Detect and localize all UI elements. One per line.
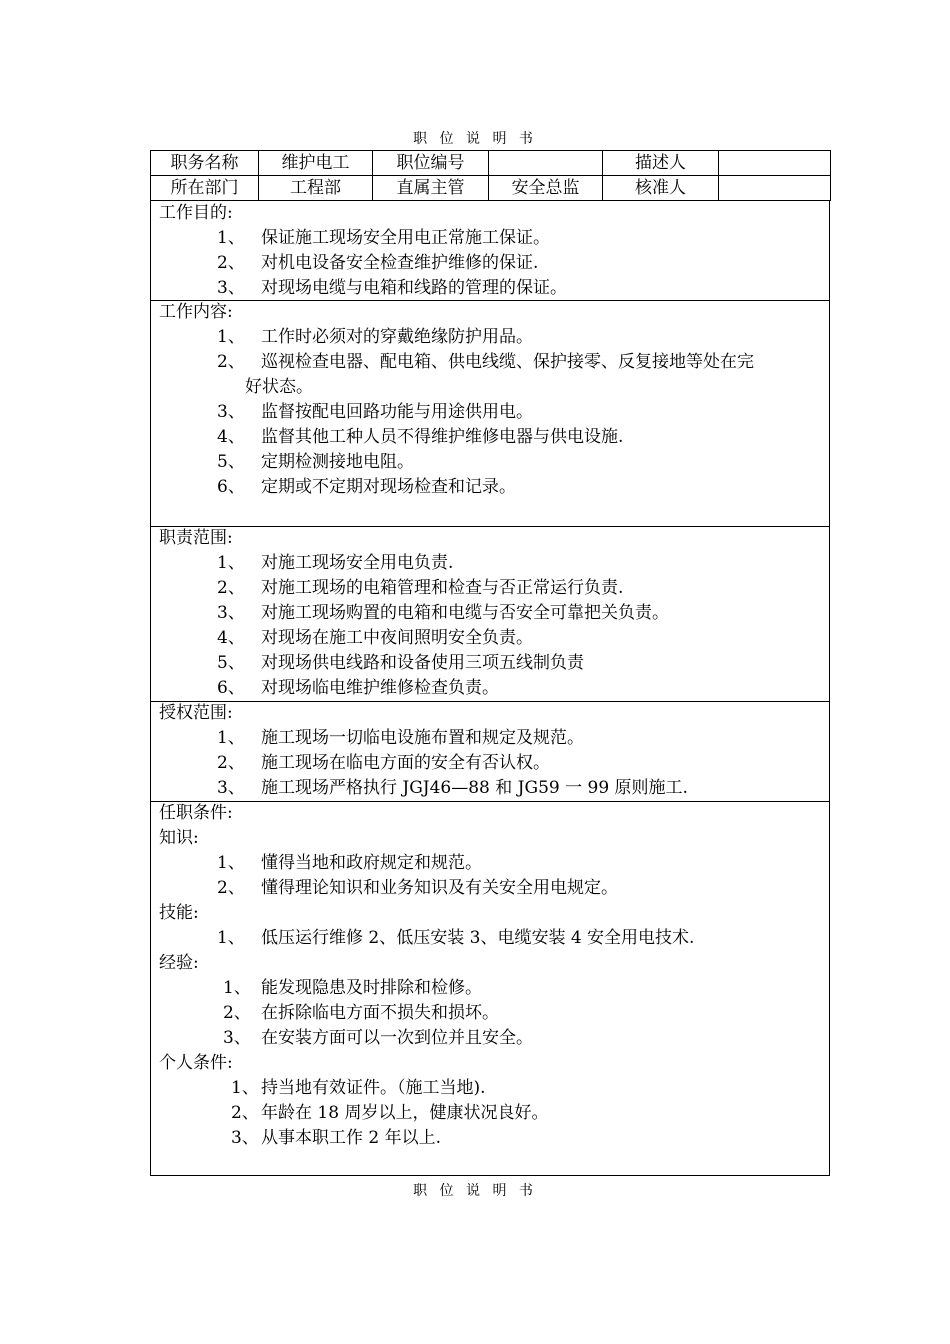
responsibility-item [151,601,829,626]
responsibility-title: 职责范围: [159,528,233,548]
item-text: 对施工现场的电箱管理和检查与否正常运行负责. [261,578,624,598]
content-item [151,325,829,350]
item-text: 对现场电缆与电箱和线路的管理的保证。 [261,278,567,298]
purpose-section [150,201,830,301]
approver-value [719,176,831,201]
authority-item [151,776,829,801]
experience-item [151,976,829,1001]
knowledge-item [151,851,829,876]
dept-value: 工程部 [259,176,373,201]
item-number: 3、 [217,402,245,422]
item-number: 1、 [217,553,245,573]
item-number: 6、 [217,477,245,497]
content-section [150,300,830,527]
item-number: 1、 [223,978,251,998]
item-number: 4、 [217,628,245,648]
qualification-section [150,801,830,1176]
item-text: 定期或不定期对现场检查和记录。 [261,477,516,497]
authority-title: 授权范围: [159,703,233,723]
document-title: 职 位 说 明 书 [413,131,537,147]
job-code-value [489,151,603,176]
job-name-value: 维护电工 [259,151,373,176]
item-text: 施工现场在临电方面的安全有否认权。 [261,753,550,773]
item-number: 3、 [223,1028,251,1048]
item-text: 能发现隐患及时排除和检修。 [261,978,482,998]
item-number: 2、 [223,1003,251,1023]
item-text: 对现场临电维护维修检查负责。 [261,678,499,698]
experience-item [151,1026,829,1051]
content-title: 工作内容: [159,302,233,322]
item-text: 在拆除临电方面不损失和损坏。 [261,1003,499,1023]
content-item [151,350,829,375]
item-number: 4、 [217,427,245,447]
item-text: 施工现场严格执行 JGJ46—88 和 JG59 一 99 原则施工. [261,778,688,798]
purpose-title: 工作目的: [159,203,233,223]
purpose-item [151,276,829,301]
item-text: 对现场在施工中夜间照明安全负责。 [261,628,533,648]
responsibility-item [151,626,829,651]
item-number: 5、 [217,653,245,673]
item-text: 持当地有效证件。（施工当地). [261,1078,486,1098]
qualification-title: 任职条件: [159,803,233,823]
item-number: 6、 [217,678,245,698]
item-text: 保证施工现场安全用电正常施工保证。 [261,228,550,248]
describer-value [719,151,831,176]
supervisor-value: 安全总监 [489,176,603,201]
item-number: 1、 [231,1078,259,1098]
item-text: 定期检测接地电阻。 [261,452,414,472]
footer-title: 职 位 说 明 书 [413,1183,537,1199]
item-number: 3、 [231,1128,259,1148]
knowledge-title: 知识: [159,828,199,848]
skill-item [151,926,829,951]
item-text: 对施工现场购置的电箱和电缆与否安全可靠把关负责。 [261,603,669,623]
item-number: 3、 [217,603,245,623]
item-text: 监督按配电回路功能与用途供用电。 [261,402,533,422]
responsibility-item [151,551,829,576]
item-number: 1、 [217,228,245,248]
item-number: 2、 [217,352,245,372]
item-number: 1、 [217,853,245,873]
item-text: 工作时必须对的穿戴绝缘防护用品。 [261,327,533,347]
item-text: 懂得理论知识和业务知识及有关安全用电规定。 [261,878,618,898]
responsibility-section [150,526,830,702]
item-text: 施工现场一切临电设施布置和规定及规范。 [261,728,584,748]
item-number: 2、 [217,753,245,773]
content-item [151,450,829,475]
authority-item [151,726,829,751]
item-text: 在安装方面可以一次到位并且安全。 [261,1028,533,1048]
content-item-continuation: 好状态。 [245,377,313,397]
item-number: 1、 [217,327,245,347]
item-text: 对机电设备安全检查维护维修的保证. [261,253,539,273]
item-text: 年龄在 18 周岁以上，健康状况良好。 [261,1103,549,1123]
job-name-label: 职务名称 [151,151,259,176]
item-number: 2、 [217,878,245,898]
personal-title: 个人条件: [159,1053,233,1073]
item-text: 低压运行维修 2、低压安装 3、电缆安装 4 安全用电技术. [261,928,695,948]
item-number: 3、 [217,778,245,798]
personal-item [151,1076,829,1101]
personal-item [151,1101,829,1126]
item-text: 懂得当地和政府规定和规范。 [261,853,482,873]
describer-label: 描述人 [603,151,719,176]
purpose-item [151,251,829,276]
job-code-label: 职位编号 [373,151,489,176]
content-item [151,400,829,425]
item-number: 2、 [217,253,245,273]
item-text: 对现场供电线路和设备使用三项五线制负责 [261,653,584,673]
authority-section [150,701,830,802]
authority-item [151,751,829,776]
item-number: 5、 [217,452,245,472]
experience-title: 经验: [159,953,199,973]
info-table [150,150,831,201]
knowledge-item [151,876,829,901]
skill-title: 技能: [159,903,199,923]
dept-label: 所在部门 [151,176,259,201]
purpose-item [151,226,829,251]
item-text: 巡视检查电器、配电箱、供电线缆、保护接零、反复接地等处在完 [261,352,754,372]
item-text: 监督其他工种人员不得维护维修电器与供电设施. [261,427,624,447]
responsibility-item [151,651,829,676]
item-number: 2、 [217,578,245,598]
item-number: 1、 [217,728,245,748]
content-item [151,425,829,450]
item-number: 3、 [217,278,245,298]
experience-item [151,1001,829,1026]
responsibility-item [151,676,829,701]
item-number: 2、 [231,1103,259,1123]
personal-item [151,1126,829,1151]
item-number: 1、 [217,928,245,948]
content-item [151,475,829,500]
responsibility-item [151,576,829,601]
info-row [151,151,831,176]
item-text: 从事本职工作 2 年以上. [261,1128,442,1148]
supervisor-label: 直属主管 [373,176,489,201]
info-row [151,176,831,201]
approver-label: 核准人 [603,176,719,201]
item-text: 对施工现场安全用电负责. [261,553,454,573]
